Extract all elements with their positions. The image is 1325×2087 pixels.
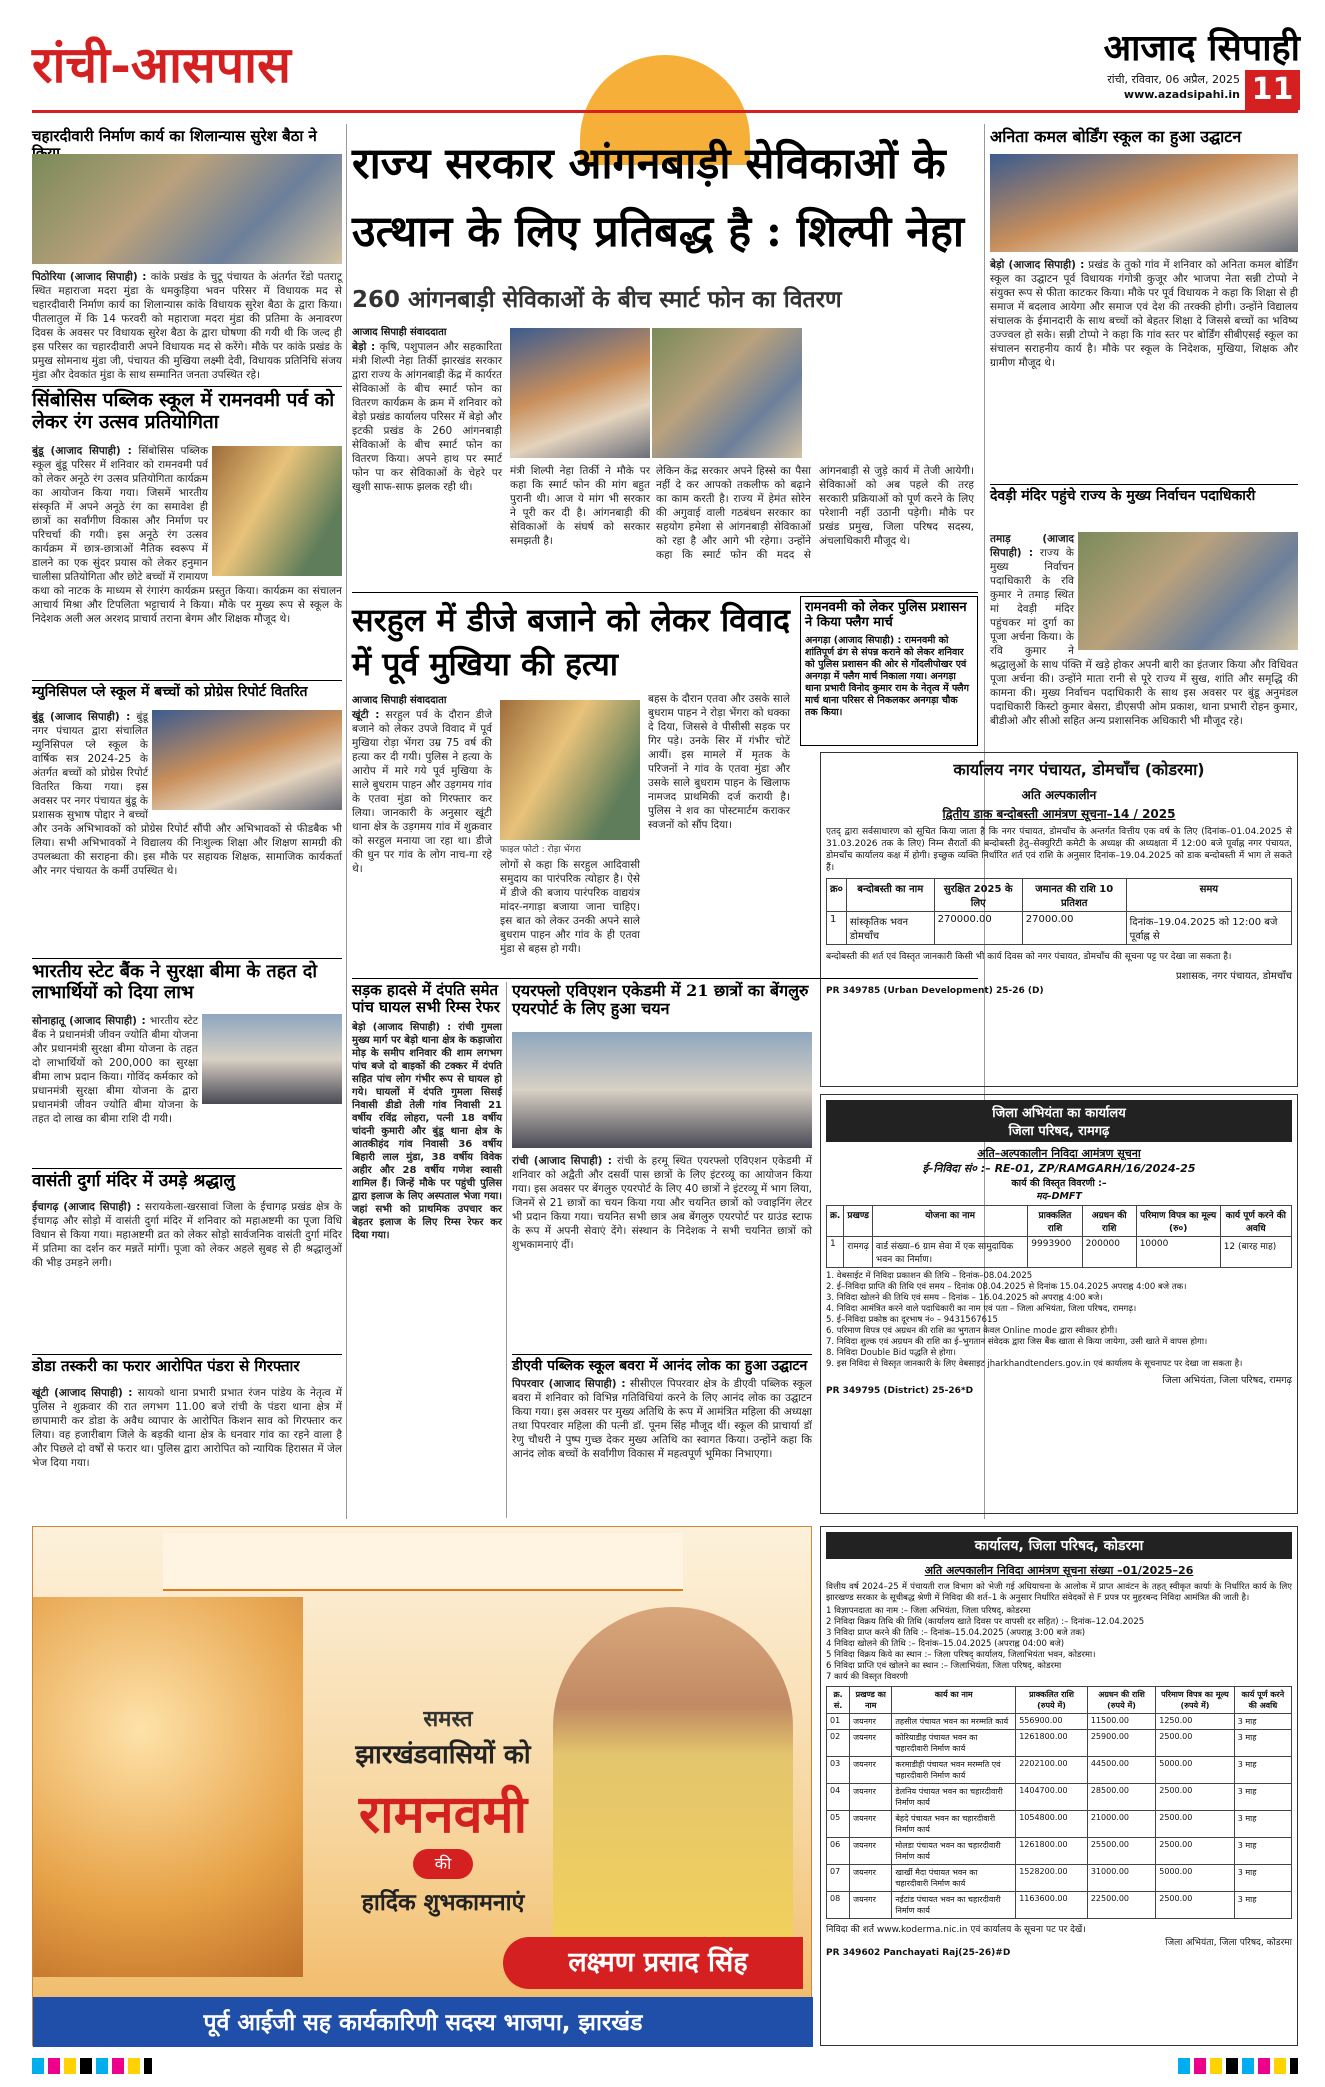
table-cell: दिनांक–19.04.2025 को 12:00 बजे पूर्वाह्न से xyxy=(1126,912,1291,945)
ad-person-photo xyxy=(553,1607,793,1937)
accident-story xyxy=(352,982,502,1518)
table-cell: 08 xyxy=(827,1892,850,1919)
table-header: समय xyxy=(1126,879,1291,912)
table-cell: जयनगर xyxy=(850,1784,892,1811)
table-row xyxy=(827,1730,1292,1757)
notice2-head: मद–DMFT xyxy=(1036,1191,1082,1202)
list-item: 3 निविदा प्राप्त करने की तिथि :– दिनांक–15.04.2025 (अपराह्न 3:00 बजे तक) xyxy=(826,1628,1086,1638)
notice3-intro: वित्तीय वर्ष 2024–25 में पंचायती राज विभाग को भेजी गई अधियाचना के आलोक में प्राप्त आवंटन के तहत् स्वीकृत कार्याः के निर्धारित कार्य के लिए झारखण्ड सरकार के सूचीबद्ध श्रेणी में निविदा की शर्त–1 के अनुसार निर्धारित संवेदकों से F प्रपत्र पर मुहरबन्द निविदा आमंत्रित की जाती है। xyxy=(826,1582,1292,1603)
article-a2 xyxy=(32,444,342,676)
table-cell: वार्ड संख्या–6 ग्राम सेवा में एक सामुदायिक भवन का निर्माण। xyxy=(872,1237,1027,1268)
spacer xyxy=(148,710,342,814)
murder-col1 xyxy=(352,708,492,972)
murder-body1: सरहुल पर्व के दौरान डीजे बजाने को लेकर उपजे विवाद में पूर्व मुखिया रोड़ा भेंगरा उम्र 75 वर्ष की हत्या कर दी गयी। पुलिस ने हत्या के आरोप में मारे गये पूर्व मुखिया के साले बुधराम पाहन और उड़गमय गांव के एतवा मुंडा को गिरफ्तार कर लिया। जानकारी के अनुसार खूंटी थाना क्षेत्र के उड़गमय गांव में शुक्रवार को सरहुल मनाया जा रहा था। डीजे की धुन पर गांव के लोग नाच-गा रहे थे। xyxy=(352,709,492,875)
lead-body3: लेकिन केंद्र सरकार अपने हिस्से का पैसा नहीं दे कर आपको तकलीफ को बढ़ाने का काम करती है। राज्य में हेमंत सोरेन की अगुवाई वाली गठबंधन सरकार का सहयोग हमेशा से आंगनबाड़ी सेविकाओं को रहा है और आगे भी रहेगा। उन्होंने कहा कि स्मार्ट फोन की मदद से आंगनबाड़ी से जुड़े कार्य में तेजी आयेगी। सेविकाओं को अब पहले की तरह सरकारी प्रक्रियाओं को पूर्ण करने के लिए परेशानी नहीं उठानी पड़ेगी। मौके पर प्रखंड प्रमुख, जिला परिषद सदस्य, अंचलाधिकारी मौजूद थे। xyxy=(656,465,974,561)
article-a3 xyxy=(32,710,342,954)
notice2-office-box xyxy=(826,1100,1292,1142)
table-cell: 3 माह xyxy=(1234,1811,1291,1838)
article-a1 xyxy=(32,270,342,380)
table-header: क्र. सं. xyxy=(827,1687,850,1714)
aviation-headline: एयरफ्लो एविएशन एकेडमी में 21 छात्रों का बेंगलुरु एयरपोर्ट के लिए हुआ चयन xyxy=(512,981,809,1019)
table-header: अग्रधन की राशि xyxy=(1082,1206,1136,1237)
table-cell: 9993900 xyxy=(1028,1237,1082,1268)
table-cell: 1261800.00 xyxy=(1016,1838,1088,1865)
photo-r1 xyxy=(990,154,1298,252)
body-a2: सिंबोसिस पब्लिक स्कूल बुंडू परिसर में शनिवार को रामनवमी पर्व को लेकर अनूठे रंग उत्सव प्रतियोगिता कार्यक्रम का आयोजन किया गया। जिसमें भारतीय संस्कृति में अपने अनूठे रंग का समावेश ही छात्रों का सर्वांगीण विकास और निर्माण पर परिचर्चा की गयी। इस अनूठे रंग उत्सव कार्यक्रम में छात्र-छात्राओं नैतिक स्वरूप में डालने का एक सुंदर प्रयास को लेकर हनुमान चालीसा प्रतियोगिता और छोटे बच्चों में रामायण कथा को नाटक के माध्यम से रंगारंग कार्यक्रम प्रस्तुत किया। कार्यक्रम का संचालन आचार्य मिश्रा और टिपलिता भट्टाचार्य ने किया। मौके पर मुख्य रूप से स्कूल के निदेशक अली अल अरशद प्राचार्य तराना बेगम और शिक्षक मौजूद थे। xyxy=(32,445,342,625)
website: www.azadsipahi.in xyxy=(1123,88,1240,101)
dps-story xyxy=(512,1358,812,1518)
list-item: 9. इस निविदा से विस्तृत जानकारी के लिए वेबसाइट jharkhandtenders.gov.in एवं कार्यालय के सूचनापट पर देखा जा सकता है। xyxy=(826,1359,1243,1369)
notice1-body: एतद् द्वारा सर्वसाधारण को सूचित किया जाता है कि नगर पंचायत, डोमचाँच के अन्तर्गत वित्तीय एक वर्ष के लिए (दिनांक–01.04.2025 से 31.03.2026 तक के लिए) निम्न सैरातों की बन्दोबस्ती हेतु–सेक्युरिटी कमेटी के अध्यक्ष की अध्यक्षता में 12:00 बजे पूर्वाह्न नगर पंचायत, डोमचाँच कार्यालय कक्ष में होगी। इच्छुक व्यक्ति निर्धारित शर्त एवं राशि के अनुसार दिनांक–19.04.2025 को डाक बन्दोबस्ती में भाग ले सकते हैं। xyxy=(826,827,1292,873)
table-cell: 556900.00 xyxy=(1016,1714,1088,1730)
dateline-a2: बुंडू (आजाद सिपाही) : xyxy=(32,445,132,457)
spacer xyxy=(208,444,342,578)
dateline-a6: खूंटी (आजाद सिपाही) : xyxy=(32,1387,133,1399)
divider xyxy=(32,958,342,959)
dateline-a4: सोनाहातू (आजाद सिपाही) : xyxy=(32,1015,146,1027)
lead-subhead: 260 आंगनबाड़ी सेविकाओं के बीच स्मार्ट फोन का वितरण xyxy=(352,287,842,313)
table-header: क्र० xyxy=(827,879,847,912)
notice-koderma xyxy=(820,1526,1298,2046)
table-cell: 12 (बारह माह) xyxy=(1220,1237,1291,1268)
aviation-text xyxy=(512,1154,812,1350)
right-column xyxy=(990,124,1298,744)
page-number: 11 xyxy=(1245,70,1300,110)
murder-caption: फाइल फोटो : रोड़ा भेंगरा xyxy=(500,845,581,855)
table-row xyxy=(827,1811,1292,1838)
list-item: 8. निविदा Double Bid पद्धति से होगा। xyxy=(826,1348,956,1358)
notice-ramgarh xyxy=(820,1094,1298,1514)
table-cell: 03 xyxy=(827,1757,850,1784)
article-a5 xyxy=(32,1200,342,1350)
lead-headline: राज्य सरकार आंगनबाड़ी सेविकाओं के उत्थान के लिए प्रतिबद्ध है : शिल्पी नेहा xyxy=(352,139,965,257)
table-cell: 2500.00 xyxy=(1156,1892,1234,1919)
notice1-title: द्वितीय डाक बन्दोबस्ती आमंत्रण सूचना–14 / 2025 xyxy=(942,807,1176,821)
table-cell: 25900.00 xyxy=(1087,1730,1155,1757)
accident-text xyxy=(352,1021,502,1242)
notice3-office: कार्यालय, जिला परिषद, कोडरमा xyxy=(826,1532,1292,1559)
table-header: परिमाण विपत्र का मूल्य (रुपये में) xyxy=(1156,1687,1234,1714)
table-cell: 21000.00 xyxy=(1087,1811,1155,1838)
table-cell: 44500.00 xyxy=(1087,1757,1155,1784)
table-header: सुरक्षित 2025 के लिए xyxy=(934,879,1022,912)
article-r2 xyxy=(990,532,1298,742)
table-cell: 11500.00 xyxy=(1087,1714,1155,1730)
table-cell: 28500.00 xyxy=(1087,1784,1155,1811)
table-cell: 5000.00 xyxy=(1156,1757,1234,1784)
murder-photo xyxy=(500,700,640,840)
dateline-a3: बुंडू (आजाद सिपाही) : xyxy=(32,711,131,723)
table-cell: 1 xyxy=(827,1237,844,1268)
headline-a5: वासंती दुर्गा मंदिर में उमड़े श्रद्धालु xyxy=(32,1171,235,1191)
table-cell: 04 xyxy=(827,1784,850,1811)
ad-line2: झारखंडवासियों को xyxy=(355,1740,531,1770)
dps-dateline: पिपरवार (आजाद सिपाही) : xyxy=(512,1378,626,1391)
column-divider xyxy=(346,124,347,1519)
table-row xyxy=(827,1714,1292,1730)
murder-headline: सरहुल में डीजे बजाने को लेकर विवाद में पूर्व मुखिया की हत्या xyxy=(352,601,790,683)
table-header: जमानत की राशि 10 प्रतिशत xyxy=(1022,879,1126,912)
notice1-urgent: अति अल्पकालीन xyxy=(1021,788,1097,802)
table-cell: जयनगर xyxy=(850,1757,892,1784)
notice2-title: अति–अल्पकालीन निविदा आमंत्रण सूचना xyxy=(977,1147,1141,1160)
body-a5: सरायकेला-खरसावां जिला के ईचागढ़ प्रखंड क्षेत्र के ईचागढ़ और सोड़ो में वासंती दुर्गा मंदिर में शनिवार को महाअष्टमी का पूजा विधि विधान से किया गया। महाअष्टमी व्रत को लेकर सोड़ो सार्वजनिक वासंती दुर्गा मंदिर में प्रतिमा का दर्शन कर मन्नतें मांगीं। पूजा को लेकर अहले सुबह से ही श्रद्धालुओं की भीड़ उमड़ने लगी। xyxy=(32,1201,342,1269)
table-cell: खार्खी मैदा पंचायत भवन का चहारदीवारी निर्माण कार्य xyxy=(892,1865,1016,1892)
registration-marks-left xyxy=(32,2058,152,2074)
masthead-rule xyxy=(32,110,1298,113)
table-cell: 1054800.00 xyxy=(1016,1811,1088,1838)
notice2-ref: ई–निविदा सं० :– RE-01, ZP/RAMGARH/16/2024-25 xyxy=(922,1162,1196,1175)
ad-line3: रामनवमी xyxy=(358,1784,528,1845)
ramnavami-ad xyxy=(32,1526,812,2046)
table-cell: 27000.00 xyxy=(1022,912,1126,945)
flagmarch-body: अनगड़ा (आजाद सिपाही) : रामनवमी को शांतिपूर्ण ढंग से संपन्न कराने को लेकर शनिवार को पुलिस प्रशासन की ओर से गोंदलीपोखर एवं अनगड़ा में फ्लैग मार्च निकाला गया। अनगड़ा थाना प्रभारी विनोद कुमार राम के नेतृत्व में फ्लैग मार्च थाना परिसर से निकलकर अनगड़ा चौक तक किया। xyxy=(805,634,969,718)
notice3-footer: निविदा की शर्त www.koderma.nic.in एवं कार्यालय के सूचना पट पर देखें। xyxy=(826,1925,1086,1935)
photo-a1 xyxy=(32,154,342,264)
accident-headline: सड़क हादसे में दंपति समेत पांच घायल सभी रिम्स रेफर xyxy=(352,981,500,1017)
table-row xyxy=(827,1237,1292,1268)
ad-line4: की xyxy=(413,1849,473,1879)
murder-dateline: खूंटी : xyxy=(352,709,380,721)
aviation-dateline: रांची (आजाद सिपाही) : xyxy=(512,1155,612,1167)
murder-story xyxy=(352,596,790,976)
flagmarch-headline: रामनवमी को लेकर पुलिस प्रशासन ने किया फ्लैग मार्च xyxy=(805,600,967,630)
ad-deity-art xyxy=(33,1597,303,1977)
lead-body1: कृषि, पशुपालन और सहकारिता मंत्री शिल्पी नेहा तिर्की झारखंड सरकार द्वारा राज्य के आंगनबाड़ी केंद्र में कार्यरत सेविकाओं के बीच स्मार्ट फोन का वितरण कार्यक्रम के क्रम में शनिवार को बेड़ो प्रखंड कार्यालय परिसर में बेड़ो और इटकी प्रखंड के 260 आंगनबाड़ी सेविकाओं के बीच स्मार्ट फोन का वितरण किया। अपने हाथ पर स्मार्ट फोन पा कर सेविकाओं के चेहरे पर खुशी साफ-साफ झलक रही थी। xyxy=(352,341,502,493)
table-header: कार्य पूर्ण करने की अवधि xyxy=(1234,1687,1291,1714)
table-cell: जयनगर xyxy=(850,1865,892,1892)
aviation-body: रांची के हरमू स्थित एयरफ्लो एविएशन एकेडमी में शनिवार को अद्वैती और दसवीं पास छात्रों के लिए इंटरव्यू का आयोजन किया गया। इस अवसर पर बेंगलुरु एयरपोर्ट के लिए 40 छात्रों ने इंटरव्यू में भाग लिया, जिनमें से 21 छात्रों का चयन किया गया और चयनित छात्रों को ज्वाइनिंग लेटर भी प्रदान किया गया। चयनित सभी छात्र अब बेंगलुरु एयरपोर्ट पर ग्राउंड स्टाफ के रूप में अपनी सेवाएं देंगे। संस्थान के निदेशक ने सभी चयनित छात्रों को शुभकामनाएं दीं। xyxy=(512,1155,812,1251)
notice1-office: कार्यालय नगर पंचायत, डोमचाँच (कोडरमा) xyxy=(953,760,1205,779)
table-row xyxy=(827,1838,1292,1865)
notice1-table xyxy=(826,878,1292,945)
aviation-story xyxy=(512,982,812,1352)
table-header: कार्य का नाम xyxy=(892,1687,1016,1714)
table-cell: 06 xyxy=(827,1838,850,1865)
dateline-a5: ईचागढ़ (आजाद सिपाही) : xyxy=(32,1201,141,1213)
list-item: 6 निविदा प्राप्ति एवं खोलने का स्थान :– जिलाभियंता, जिला परिषद्, कोडरमा xyxy=(826,1661,1062,1671)
ad-line5: हार्दिक शुभकामनाएं xyxy=(361,1890,525,1916)
table-cell: बेहदे पंचायत भवन का चहारदीवारी निर्माण कार्य xyxy=(892,1811,1016,1838)
table-cell: कोरियाडीह पंचायत भवन का चहारदीवारी निर्माण कार्य xyxy=(892,1730,1016,1757)
notice2-pr: PR 349795 (District) 25-26*D xyxy=(826,1386,974,1396)
aviation-photo xyxy=(512,1032,812,1148)
dateline-r2: तमाड़ (आजाद सिपाही) : xyxy=(990,533,1074,559)
article-r1 xyxy=(990,258,1298,480)
table-header: क्र. xyxy=(827,1206,844,1237)
table-cell: 2202100.00 xyxy=(1016,1757,1088,1784)
table-header: योजना का नाम xyxy=(872,1206,1027,1237)
murder-body2: लोगों से कहा कि सरहुल आदिवासी समुदाय का पारंपरिक त्योहार है। ऐसे में डीजे की बजाय पारंपरिक वाद्ययंत्र मांदर-नगाड़ा बजाया जाना चाहिए। इस बात को लेकर उनकी अपने साले बुधराम पाहन और गांव के ही एतवा मुंडा से बहस हो गयी। xyxy=(500,859,640,955)
table-cell: 3 माह xyxy=(1234,1892,1291,1919)
masthead xyxy=(0,0,1325,124)
section-title: रांची-आसपास xyxy=(32,35,291,94)
headline-a6: डोडा तस्करी का फरार आरोपित पंडरा से गिरफ्तार xyxy=(32,1357,300,1375)
notice3-title: अति अल्पकालीन निविदा आमंत्रण सूचना संख्या –01/2025–26 xyxy=(924,1564,1194,1577)
table-cell: 5000.00 xyxy=(1156,1865,1234,1892)
table-cell: 1163600.00 xyxy=(1016,1892,1088,1919)
paper-name: आजाद सिपाही xyxy=(1103,27,1300,69)
table-cell: 1250.00 xyxy=(1156,1714,1234,1730)
notice3-list xyxy=(826,1606,1292,1683)
headline-a3: म्युनिसिपल प्ले स्कूल में बच्चों को प्रोग्रेस रिपोर्ट वितरित xyxy=(32,684,308,700)
table-cell: 3 माह xyxy=(1234,1714,1291,1730)
table-header: प्राक्कलित राशि (रुपये में) xyxy=(1016,1687,1088,1714)
table-header: प्राक्कलित राशि xyxy=(1028,1206,1082,1237)
headline-r1: अनिता कमल बोर्डिंग स्कूल का हुआ उद्घाटन xyxy=(990,127,1242,146)
table-cell: करमाडीही पंचायत भवन मरम्मति एवं चहारदीवारी निर्माण कार्य xyxy=(892,1757,1016,1784)
list-item: 7 कार्य की विस्तृत विवरणी xyxy=(826,1672,909,1682)
table-cell: मोलडा पंचायत भवन का चहारदीवारी निर्माण कार्य xyxy=(892,1838,1016,1865)
table-header: अग्रधन की राशि (रुपये में) xyxy=(1087,1687,1155,1714)
left-column xyxy=(32,124,342,1519)
table-cell: जयनगर xyxy=(850,1714,892,1730)
table-row xyxy=(827,1757,1292,1784)
ad-name: लक्ष्मण प्रसाद सिंह xyxy=(568,1947,748,1978)
notice1-signatory: प्रशासक, नगर पंचायत, डोमचाँच xyxy=(1175,971,1292,982)
article-a4 xyxy=(32,1014,342,1164)
notice2-office2: जिला परिषद, रामगढ़ xyxy=(1008,1124,1110,1139)
body-r1: प्रखंड के तुको गांव में शनिवार को अनिता कमल बोर्डिंग स्कूल का उद्घाटन पूर्व विधायक गंगोत्री कुजूर और भाजपा नेता सन्नी टोप्पो ने संयुक्त रूप से फीता काटकर किया। मौके पर पूर्व विधायक ने कहा कि शिक्षा से ही समाज में बदलाव आयेगा और समाज एवं देश की तरक्की होगी। उन्होंने विद्यालय संचालक के ईमानदारी के साथ बच्चों को बेहतर शिक्षा दे जिससे बच्चों का भविष्य उज्ज्वल हो सके। सन्नी टोप्पो ने कहा कि गांव स्तर पर बोर्डिंग सीबीएसई स्कूल का संचालन सराहनीय कार्य है। मौके पर स्कूल के निदेशक, मुखिया, शिक्षक और ग्रामीण मौजूद थे। xyxy=(990,259,1298,369)
list-item: 5 निविदा विक्रय किये का स्थान :– जिला परिषद् कार्यालय, जिलाभियंता भवन, कोडरमा। xyxy=(826,1650,1096,1660)
ad-leader-strip xyxy=(163,1533,683,1591)
table-header: प्रखण्ड का नाम xyxy=(850,1687,892,1714)
divider xyxy=(32,386,342,387)
body-a3: बुंडू नगर पंचायत द्वारा संचालित म्युनिसिपल प्ले स्कूल के वार्षिक सत्र 2024-25 के अंतर्गत बच्चों को प्रोग्रेस रिपोर्ट वितरित किया गया। इस अवसर पर नगर पंचायत बुंडू के प्रशासक सुभाष पोद्दार ने बच्चों और उनके अभिभावकों को प्रोग्रेस रिपोर्ट सौंपी और अभिभावकों से फीडबैक भी लिया। सभी अभिभावकों ने विद्यालय की निःशुल्क शिक्षा और शिक्षण सामग्री की उपलब्धता की सराहना की। इस मौके पर सहायक शिक्षक, सामाजिक कार्यकर्ता और नगर पंचायत के कर्मी उपस्थित थे। xyxy=(32,711,342,877)
divider xyxy=(32,1168,342,1169)
lead-body2: मंत्री शिल्पी नेहा तिर्की ने मौके पर कहा कि स्मार्ट फोन की मांग बहुत पुरानी थी। आज ये मांग भी सरकार ने पूरी कर दी है। आंगनबाड़ी की सेविकाओं के संघर्ष को सरकार समझती है। xyxy=(510,465,650,547)
dateline: रांची, रविवार, 06 अप्रैल, 2025 xyxy=(1107,73,1240,86)
headline-r2: देवड़ी मंदिर पहुंचे राज्य के मुख्य निर्वाचन पदाधिकारी xyxy=(990,488,1256,504)
table-row xyxy=(827,1865,1292,1892)
notice1-pr: PR 349785 (Urban Development) 25-26 (D) xyxy=(826,986,1044,996)
notice2-signatory: जिला अभियंता, जिला परिषद, रामगढ़ xyxy=(1162,1375,1292,1386)
table-cell: 3 माह xyxy=(1234,1784,1291,1811)
table-cell: जयनगर xyxy=(850,1838,892,1865)
spacer xyxy=(1074,532,1298,654)
notice2-table xyxy=(826,1205,1292,1268)
table-cell: सांस्कृतिक भवन डोमचाँच xyxy=(846,912,934,945)
notice3-table xyxy=(826,1686,1292,1919)
body-r2: राज्य के मुख्य निर्वाचन पदाधिकारी के रवि कुमार ने तमाड़ स्थित मां देवड़ी मंदिर पहुंचकर मां दुर्गा का पूजा अर्चना किया। के रवि कुमार ने श्रद्धालुओं के साथ पंक्ति में खड़े होकर अपनी बारी का इंतजार किया और विधिवत पूजा अर्चना की। उन्होंने माता रानी से पूरे राज्य में सुख, शांति और समृद्धि की कामना की। मुख्य निर्वाचन पदाधिकारी के साथ इस अवसर पर बुंडू अनुमंडल पदाधिकारी किस्टो कुमार बेसरा, डीएसपी ओम प्रकाश, थाना प्रभारी रोहन कुमार, बीडीओ और सीओ सहित अन्य प्रशासनिक अधिकारी भी मौजूद रहे। xyxy=(990,547,1298,727)
table-cell: 200000 xyxy=(1082,1237,1136,1268)
table-cell: जयनगर xyxy=(850,1811,892,1838)
table-cell: 3 माह xyxy=(1234,1730,1291,1757)
divider xyxy=(32,1354,342,1355)
table-cell: रामगढ़ xyxy=(844,1237,873,1268)
headline-a2: सिंबोसिस पब्लिक स्कूल में रामनवमी पर्व को लेकर रंग उत्सव प्रतियोगिता xyxy=(32,389,335,433)
table-header: कार्य पूर्ण करने की अवधि xyxy=(1220,1206,1291,1237)
dateline-a1: पिठोरिया (आजाद सिपाही) : xyxy=(32,271,147,283)
notice-nagar-panchayat xyxy=(820,752,1298,1087)
notice2-office: जिला अभियंता का कार्यालय xyxy=(992,1106,1126,1121)
dps-text xyxy=(512,1377,812,1461)
table-row xyxy=(827,1892,1292,1919)
table-cell: 3 माह xyxy=(1234,1838,1291,1865)
table-cell: 3 माह xyxy=(1234,1757,1291,1784)
table-row xyxy=(827,912,1292,945)
table-cell: 05 xyxy=(827,1811,850,1838)
table-cell: 01 xyxy=(827,1714,850,1730)
table-cell: 2500.00 xyxy=(1156,1730,1234,1757)
accident-body: रांची गुमला मुख्य मार्ग पर बेड़ो थाना क्षेत्र के कड़ाजोरा मोड़ के समीप शनिवार की शाम लगभग पांच बजे दो बाइकों की टक्कर में दंपति सहित पांच लोग गंभीर रूप से घायल हो गये। घायलों में दंपति गुमला सिसई निवासी डीडो तेली गांव निवासी 21 वर्षीय रविंद्र लोहरा, पत्नी 18 वर्षीय चांदनी कुमारी और बुंडू थाना क्षेत्र के आतकीहंद गांव निवासी 36 वर्षीय बिहारी लाल मुंडा, 38 वर्षीय विवेक अहीर और 28 वर्षीय गणेश स्वासी शामिल हैं। जिन्हें मौके पर पहुंची पुलिस द्वारा इलाज के लिए अस्पताल भेजा गया। जहां सभी को प्राथमिक उपचार कर बेहतर इलाज के लिए रिम्स रेफर कर दिया गया। xyxy=(352,1021,502,1241)
list-item: 1 विज्ञापनदाता का नाम :– जिला अभियंता, जिला परिषद्, कोडरमा xyxy=(826,1606,1031,1616)
lead-byline: आजाद सिपाही संवाददाता xyxy=(352,327,447,338)
accident-dateline: बेड़ो (आजाद सिपाही) : xyxy=(352,1021,452,1033)
table-cell: 10000 xyxy=(1136,1237,1220,1268)
list-item: 6. परिमाण विपत्र एवं अग्रधन की राशि का भुगतान केवल Online mode द्वारा स्वीकार होगी। xyxy=(826,1326,1118,1336)
spacer xyxy=(198,1014,342,1108)
table-cell: डेलनिय पंचायत भवन का चहारदीवारी निर्माण कार्य xyxy=(892,1784,1016,1811)
headline-a4: भारतीय स्टेट बैंक ने सुरक्षा बीमा के तहत दो लाभार्थियों को दिया लाभ xyxy=(32,961,317,1003)
table-cell: 2500.00 xyxy=(1156,1838,1234,1865)
table-cell: 2500.00 xyxy=(1156,1784,1234,1811)
table-row xyxy=(827,1784,1292,1811)
table-header: बन्दोबस्ती का नाम xyxy=(846,879,934,912)
table-cell: 1528200.00 xyxy=(1016,1865,1088,1892)
lead-story xyxy=(352,124,978,592)
table-cell: 02 xyxy=(827,1730,850,1757)
table-cell: 1261800.00 xyxy=(1016,1730,1088,1757)
table-cell: 31000.00 xyxy=(1087,1865,1155,1892)
dps-body: सीसीएल पिपरवार क्षेत्र के डीएवी पब्लिक स्कूल बवरा में शनिवार को विभिन्न गतिविधियां करने के लिए आनंद लोक का उद्घाटन किया गया। इस अवसर पर मुख्य अतिथि के रूप में आमंत्रित महिला की अध्यक्षा तथा पिपरवार महिला की पत्नी डॉ. पूनम सिंह मौजूद थीं। स्कूल की प्राचार्या डॉ रेणु चौधरी ने पुष्प गुच्छ देकर मुख्य अतिथि का स्वागत किया। उन्होंने कहा कि आनंद लोक बच्चों के सर्वांगीण विकास में महत्वपूर्ण भूमिका निभाएगा। xyxy=(512,1378,813,1461)
flagmarch-box xyxy=(800,596,978,746)
table-header: परिमाण विपत्र का मूल्य (रु०) xyxy=(1136,1206,1220,1237)
notice3-signatory: जिला अभियंता, जिला परिषद, कोडरमा xyxy=(1165,1938,1292,1948)
table-cell: 07 xyxy=(827,1865,850,1892)
body-a1: कांके प्रखंड के चुटू पंचायत के अंतर्गत रेंडो पतराटू स्थित महाराजा मदरा मुंडा के धमकुड़िया भवन परिसर में विधायक मद से चहारदीवारी निर्माण कार्य का शिलान्यास कांके विधायक सुरेश बैठा के द्वारा किया। पीतलातुल में कि 14 फरवरी को महाराजा मदरा मुंडा की प्रतिमा के अनावरण दिवस के अवसर पर विधायक सुरेश बैठा के द्वारा घोषणा की गयी थी कि जल्द ही इस परिसर का चहारदीवारी अपने विधायक मद से करेंगे। मौके पर कांके प्रखंड के प्रमुख सोमनाथ मुंडा जी, पंचायत की मुखिया लक्ष्मी देवी, विधायक प्रतिनिधि संजय मुंडा और देवकांत मुंडा के साथ सम्मानित जनता उपस्थित रहे। xyxy=(32,271,342,381)
list-item: 5. ई–निविदा प्रकोष्ठ का दूरभाष नं० – 9431567615 xyxy=(826,1315,998,1325)
list-item: 3. निविदा खोलने की तिथि एवं समय – दिनांक – 16.04.2025 को अपराह्न 4:00 बजे। xyxy=(826,1293,1103,1303)
column-divider xyxy=(506,982,507,1518)
dps-headline: डीएवी पब्लिक स्कूल बवरा में आनंद लोक का हुआ उद्घाटन xyxy=(512,1358,808,1374)
notice2-subtitle: कार्य की विस्तृत विवरणी :– xyxy=(1011,1178,1107,1189)
notice1-footer: बन्दोबस्ती की शर्त एवं विस्तृत जानकारी किसी भी कार्य दिवस को नगर पंचायत, डोमचाँच की सूचना पट्ट पर देखा जा सकता है। xyxy=(826,952,1232,962)
lead-photo-1 xyxy=(510,328,650,458)
notice3-pr: PR 349602 Panchayati Raj(25-26)#D xyxy=(826,1948,1011,1958)
ad-title: पूर्व आईजी सह कार्यकारिणी सदस्य भाजपा, झारखंड xyxy=(203,2010,643,2036)
headline-a1: चहारदीवारी निर्माण कार्य का शिलान्यास सुरेश बैठा ने xyxy=(32,127,317,145)
table-cell: 270000.00 xyxy=(934,912,1022,945)
list-item: 2 निविदा विक्रय तिथि की तिथि (कार्यालय खाते दिवस पर वापसी दर सहित) :– दिनांक–12.04.2025 xyxy=(826,1617,1145,1627)
table-cell: 3 माह xyxy=(1234,1865,1291,1892)
list-item: 7. निविदा शुल्क एवं अग्रधन की राशि का ई–भुगतान संवेदक द्वारा जिस बैंक खाता से किया जायेगा, उसी खाते में वापस होगा। xyxy=(826,1337,1208,1347)
table-cell: 22500.00 xyxy=(1087,1892,1155,1919)
table-cell: 2500.00 xyxy=(1156,1811,1234,1838)
notice3-table-body xyxy=(827,1714,1292,1919)
table-cell: नईटांड पंचायत भवन का चहारदीवारी निर्माण कार्य xyxy=(892,1892,1016,1919)
article-a6 xyxy=(32,1386,342,1516)
lead-photo-2 xyxy=(652,328,802,458)
list-item: 2. ई–निविदा प्राप्ति की तिथि एवं समय – दिनांक 08.04.2025 से दिनांक 15.04.2025 अपराह्न 4:00 बजे तक। xyxy=(826,1282,1187,1292)
lead-col1 xyxy=(352,340,502,588)
murder-byline: आजाद सिपाही संवाददाता xyxy=(352,695,447,706)
lead-dateline: बेड़ो : xyxy=(352,341,376,353)
list-item: 4. निविदा आमंत्रित करने वाले पदाधिकारी का नाम एवं पता – जिला अभियंता, जिला परिषद, रामगढ़। xyxy=(826,1304,1137,1314)
registration-marks-right xyxy=(1178,2058,1298,2074)
table-cell: तहसील पंचायत भवन का मरम्मति कार्य xyxy=(892,1714,1016,1730)
divider xyxy=(32,680,342,681)
divider xyxy=(352,592,978,593)
table-cell: 25500.00 xyxy=(1087,1838,1155,1865)
table-header: प्रखण्ड xyxy=(844,1206,873,1237)
table-cell: 1404700.00 xyxy=(1016,1784,1088,1811)
body-a6: सायको थाना प्रभारी प्रभात रंजन पांडेय के नेतृत्व में पुलिस ने शुक्रवार की रात लगभग 11.00 बजे रांची के पंडरा थाना क्षेत्र में छापामारी कर डोडा के अवैध व्यापार के आरोपित किशन साव को गिरफ्तार कर लिया। वह हजारीबाग जिले के बड़की थाना क्षेत्र के धनवार गांव का रहने वाला है और पिछले दो वर्षों से फरार था। पुलिस द्वारा आरोपित को न्यायिक हिरासत में जेल भेज दिया गया। xyxy=(32,1387,342,1469)
table-cell: 1 xyxy=(827,912,847,945)
divider xyxy=(512,1354,812,1355)
dateline-r1: बेड़ो (आजाद सिपाही) : xyxy=(990,259,1085,271)
table-cell: जयनगर xyxy=(850,1892,892,1919)
list-item: 4 निविदा खोलने की तिथि :– दिनांक–15.04.2025 (अपराह्न 04:00 बजे) xyxy=(826,1639,1065,1649)
murder-body3: बहस के दौरान एतवा और उसके साले बुधराम पाहन ने रोड़ा भेंगरा को धक्का दे दिया, जिससे वे पीसीसी सड़क पर गिर पड़े। उनके सिर में गंभीर चोटें आयीं। इस मामले में मृतक के परिजनों ने गांव के एतवा मुंडा और उसके साले बुधराम पाहन के खिलाफ नामजद प्राथमिकी दर्ज करायी है। पुलिस ने शव का पोस्टमार्टम कराकर स्वजनों को सौंप दिया। xyxy=(648,693,790,831)
notice2-list xyxy=(826,1271,1292,1370)
table-cell: जयनगर xyxy=(850,1730,892,1757)
body-a4: भारतीय स्टेट बैंक ने प्रधानमंत्री जीवन ज्योति बीमा योजना और प्रधानमंत्री सुरक्षा बीमा योजना के तहत दो लाभार्थियों को 200,000 का सुरक्षा बीमा लाभ प्रदान किया। गोविंद कर्मकार को प्रधानमंत्री सुरक्षा बीमा योजना के द्वारा प्रधानमंत्री जीवन ज्योति बीमा योजना के तहत दो लाख का बीमा राशि दी गयी। xyxy=(32,1015,199,1125)
divider xyxy=(990,484,1298,485)
list-item: 1. वेबसाईट में निविदा प्रकाशन की तिथि – दिनांक–08.04.2025 xyxy=(826,1271,1033,1281)
ad-line1: समस्त xyxy=(423,1707,473,1732)
